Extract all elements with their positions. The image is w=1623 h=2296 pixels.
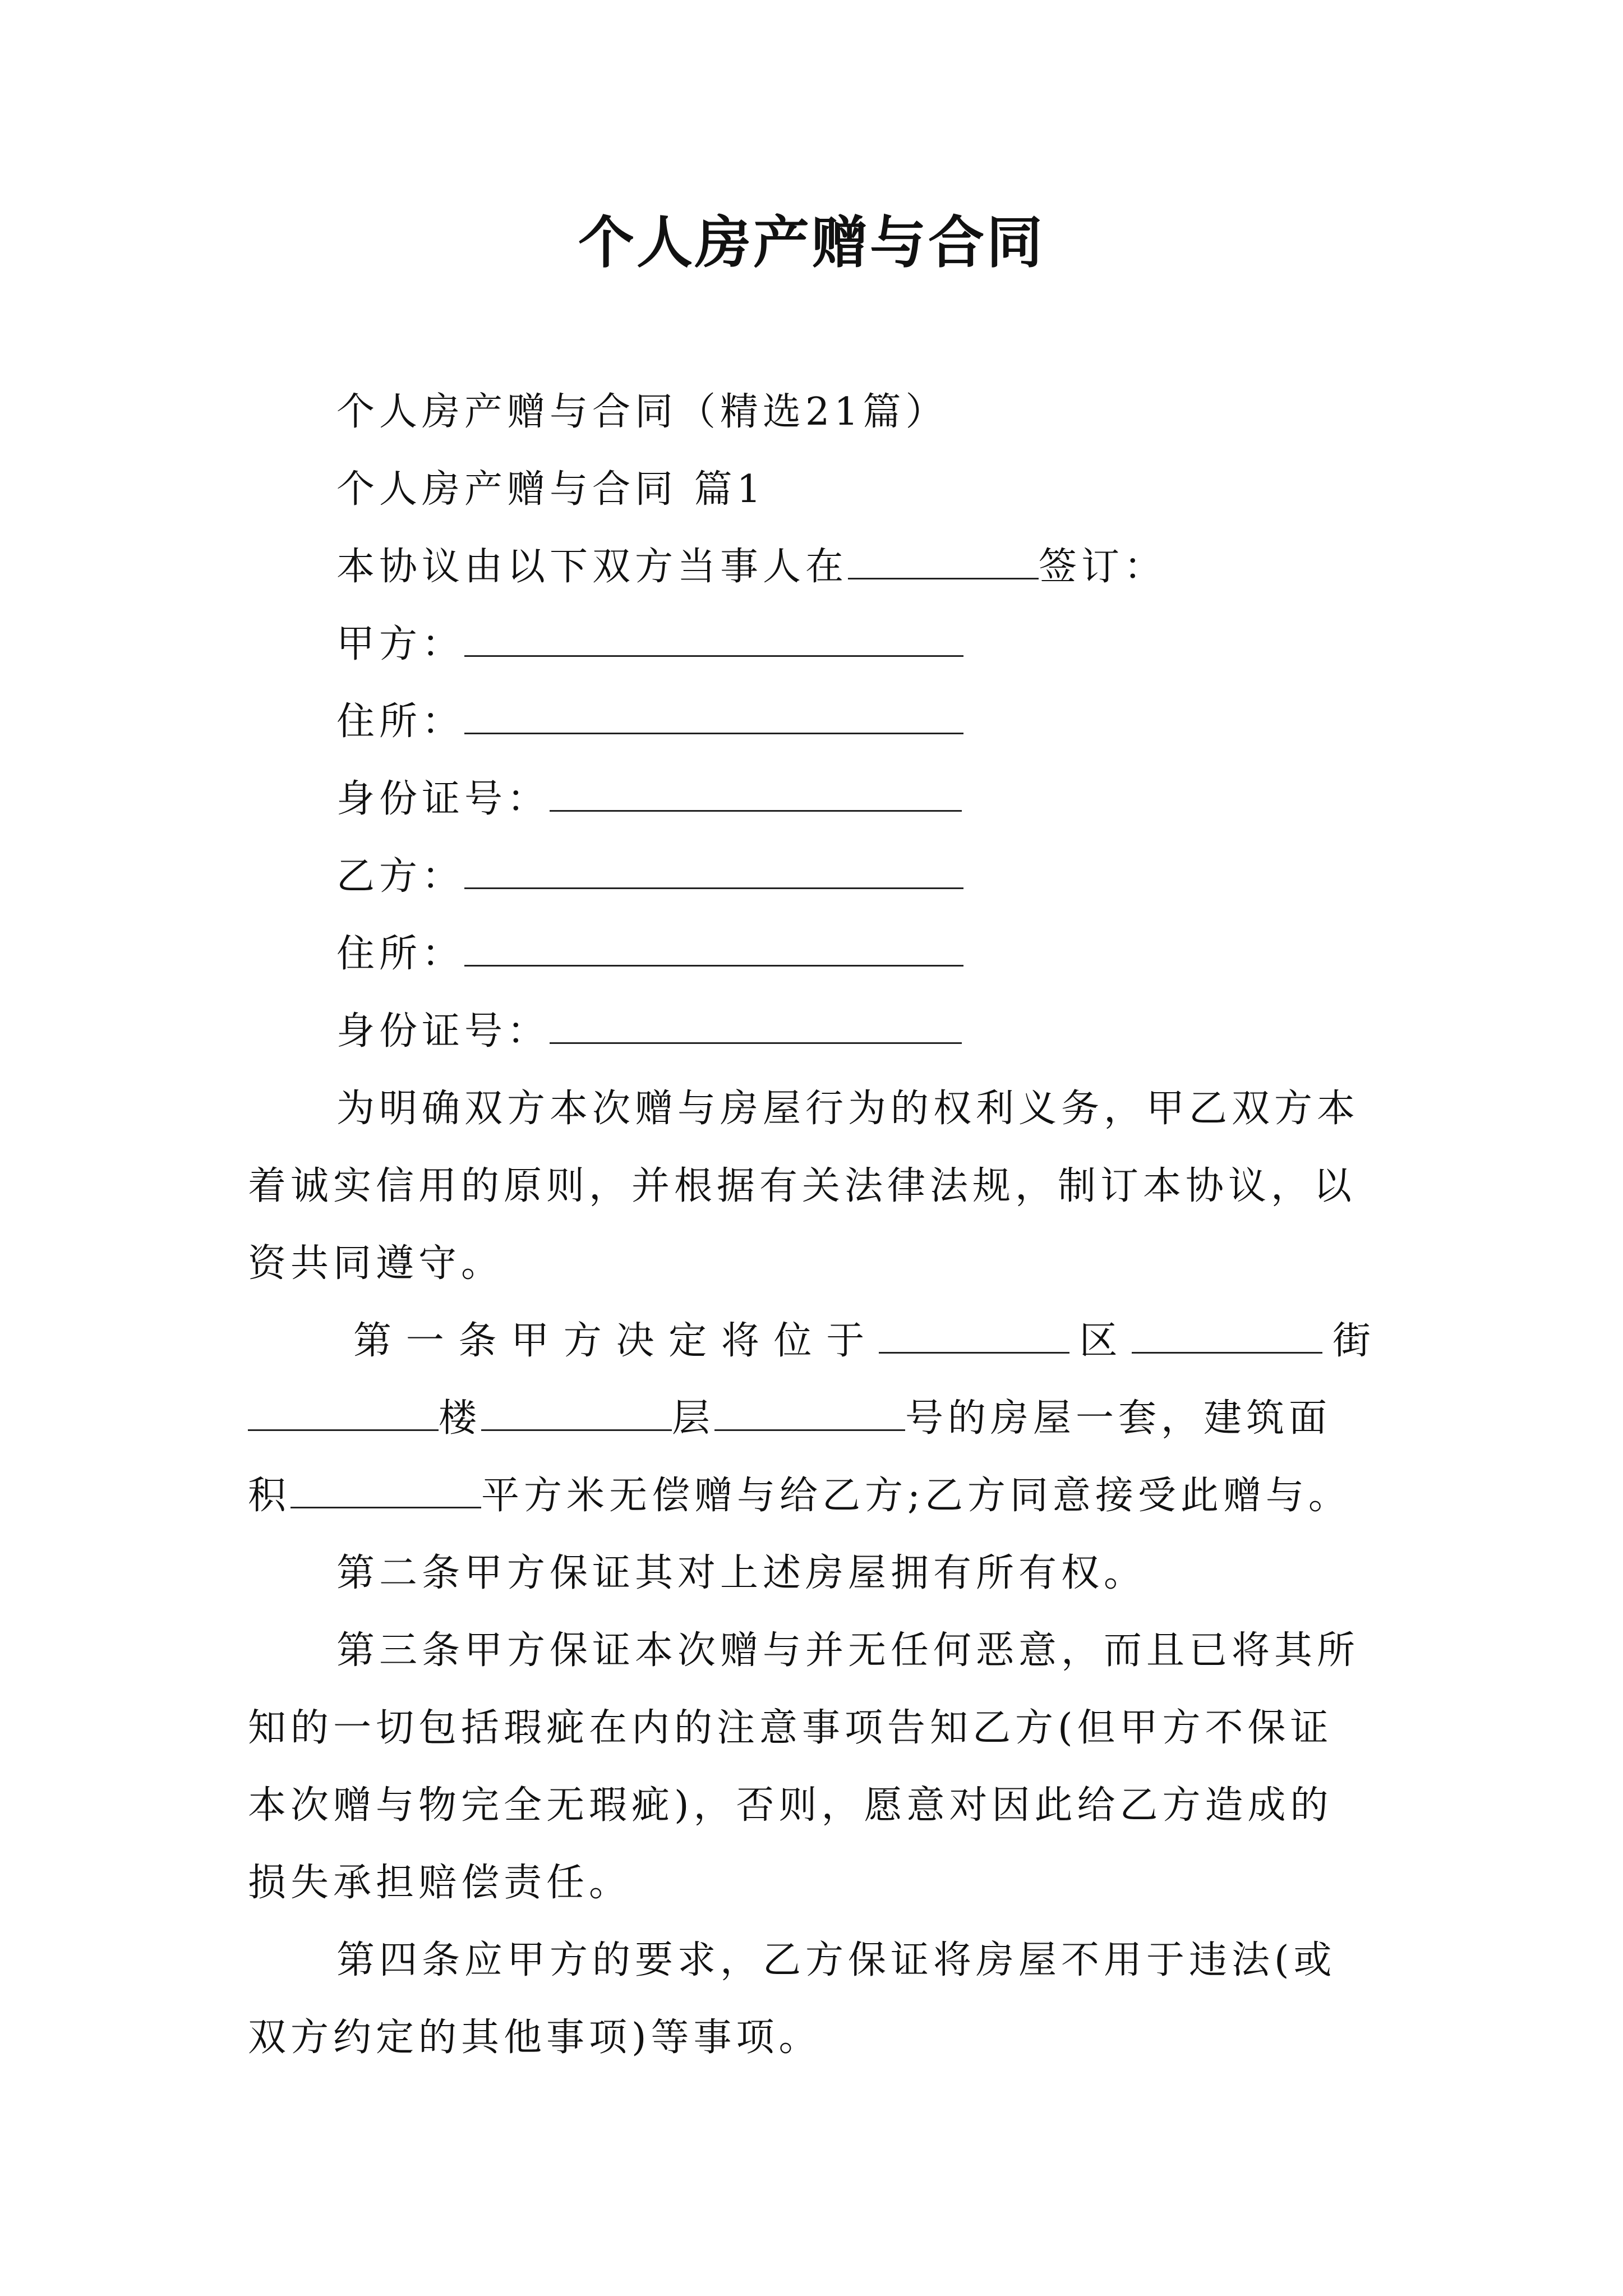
article1-text: 街 <box>1322 1319 1375 1363</box>
street-blank <box>1132 1319 1322 1354</box>
party-b-id-label: 身份证号： <box>336 1009 550 1053</box>
party-a-id-blank <box>550 777 962 812</box>
party-a-id-row <box>336 774 962 825</box>
article1-text: 第一条甲方决定将位于 <box>353 1319 879 1363</box>
preamble-line: 着诚实信用的原则，并根据有关法律法规，制订本协议，以 <box>248 1164 1357 1208</box>
party-a-address-row <box>336 697 963 747</box>
article1-text: 平方米无偿赠与给乙方;乙方同意接受此赠与。 <box>481 1474 1351 1518</box>
preamble-line: 资共同遵守。 <box>248 1241 504 1286</box>
party-a-id-label: 身份证号： <box>336 777 550 821</box>
party-a-address-label: 住所： <box>336 700 465 744</box>
article3-line: 损失承担赔偿责任。 <box>248 1861 632 1905</box>
area-blank <box>291 1474 481 1508</box>
party-b-address-row <box>336 929 963 979</box>
article1-line1 <box>353 1316 1375 1366</box>
preamble-line: 为明确双方本次赠与房屋行为的权利义务，甲乙双方本 <box>336 1087 1360 1131</box>
party-b-name-label: 乙方： <box>336 854 465 899</box>
party-a-name-label: 甲方： <box>336 622 465 666</box>
party-a-name-row <box>336 619 963 670</box>
article1-text: 区 <box>1069 1319 1132 1363</box>
party-b-id-row <box>336 1006 962 1057</box>
party-b-name-blank <box>464 855 963 889</box>
article1-text: 楼 <box>439 1396 482 1441</box>
district-blank <box>879 1319 1069 1354</box>
party-b-address-blank <box>464 932 963 967</box>
party-b-name-row <box>336 852 963 902</box>
party-b-id-blank <box>550 1010 962 1044</box>
document-title: 个人房产赠与合同 <box>578 209 1045 275</box>
signing-place-blank <box>848 545 1039 579</box>
section-heading: 个人房产赠与合同 篇1 <box>336 467 766 512</box>
floor-blank <box>481 1397 672 1431</box>
article3-line: 本次赠与物完全无瑕疵)，否则，愿意对因此给乙方造成的 <box>248 1783 1333 1828</box>
room-number-blank <box>714 1397 905 1431</box>
article1-line2 <box>248 1393 1331 1444</box>
intro-line <box>336 542 1166 592</box>
document-subtitle: 个人房产赠与合同（精选21篇） <box>336 390 948 434</box>
article1-text: 积 <box>248 1474 291 1518</box>
article2-line: 第二条甲方保证其对上述房屋拥有所有权。 <box>336 1551 1147 1595</box>
intro-suffix: 签订： <box>1039 545 1167 589</box>
party-a-address-blank <box>464 700 963 734</box>
article4-line: 第四条应甲方的要求，乙方保证将房屋不用于违法(或 <box>336 1938 1336 1982</box>
party-b-address-label: 住所： <box>336 932 465 976</box>
article3-line: 第三条甲方保证本次赠与并无任何恶意，而且已将其所 <box>336 1628 1360 1673</box>
intro-prefix: 本协议由以下双方当事人在 <box>336 545 849 589</box>
article1-text: 层 <box>672 1396 715 1441</box>
article1-line3 <box>248 1471 1351 1521</box>
building-blank <box>248 1397 439 1431</box>
article3-line: 知的一切包括瑕疵在内的注意事项告知乙方(但甲方不保证 <box>248 1706 1333 1750</box>
article4-line: 双方约定的其他事项)等事项。 <box>248 2016 822 2060</box>
party-a-name-blank <box>464 623 963 657</box>
article1-text: 号的房屋一套，建筑面 <box>905 1396 1332 1441</box>
